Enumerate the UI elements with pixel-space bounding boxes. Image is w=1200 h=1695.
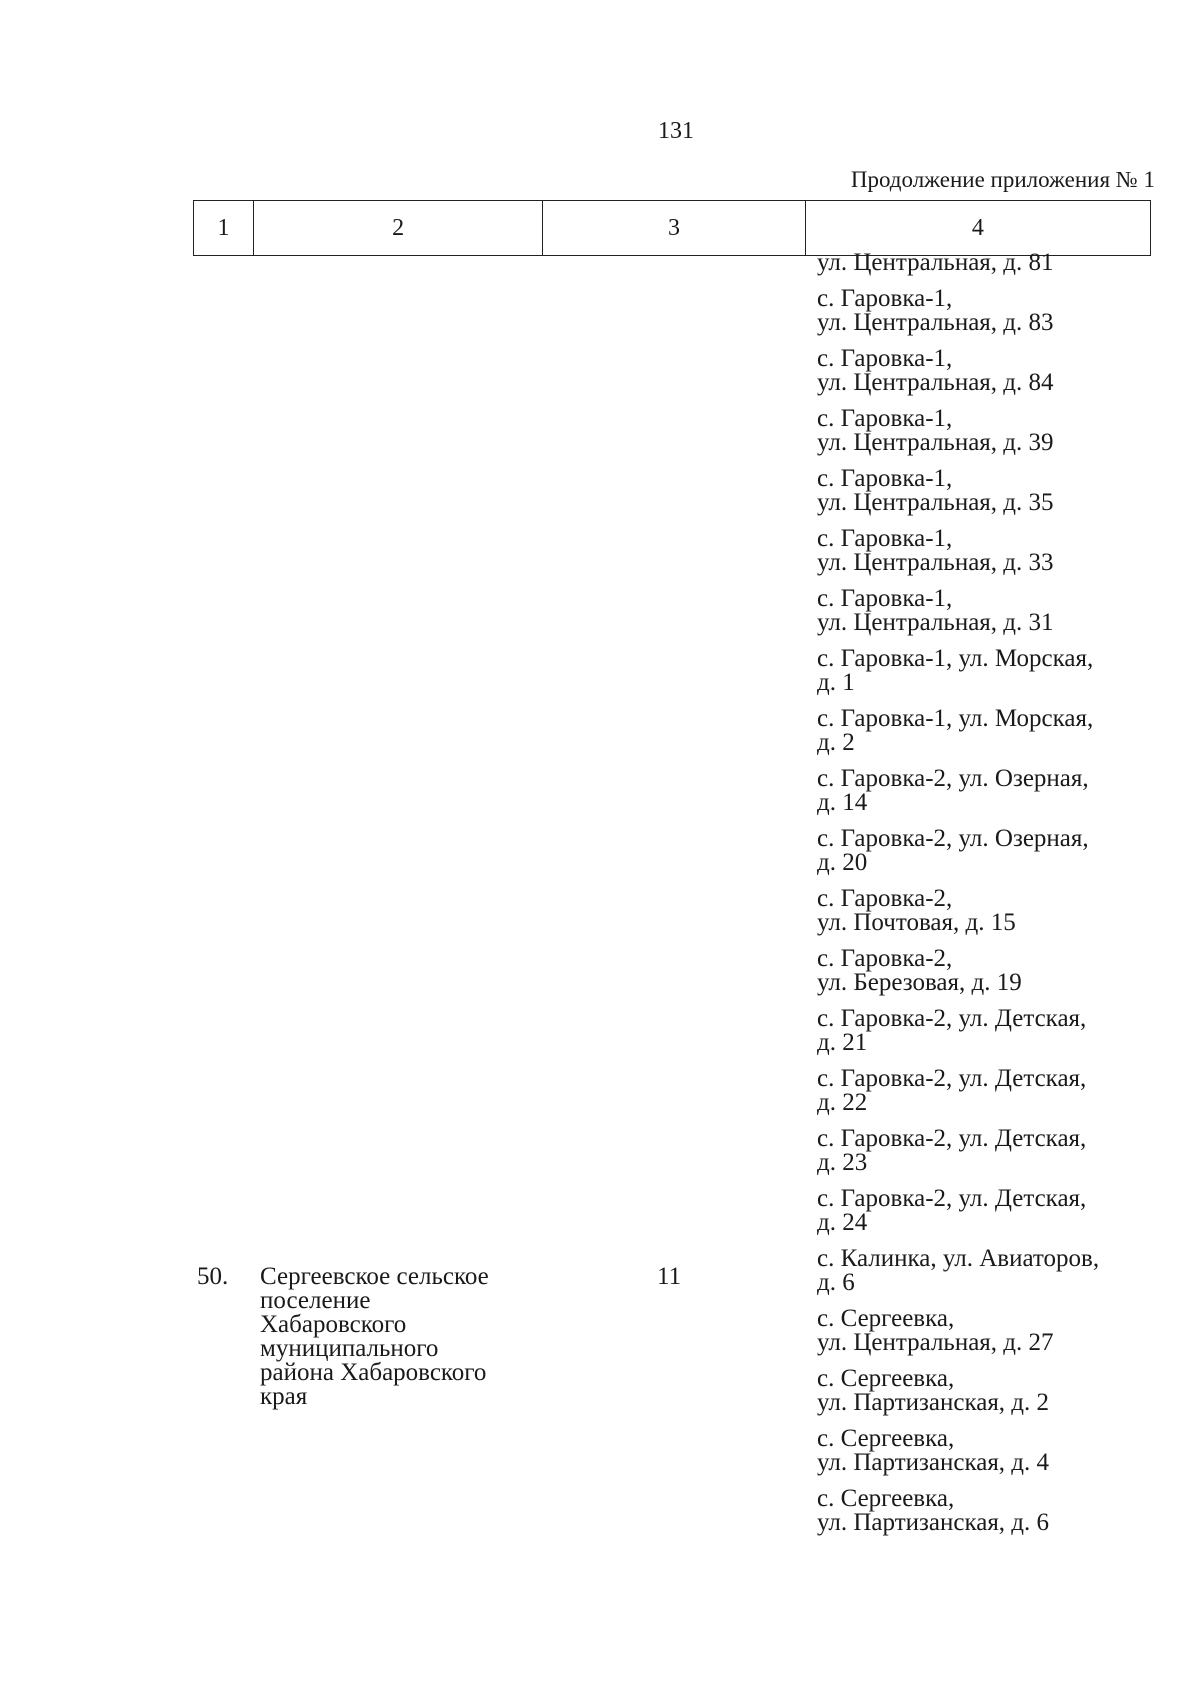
address-item: с. Гаровка-2, ул. Детская, д. 23 [817,1125,1087,1176]
address-item: с. Гаровка-2, ул. Детская, д. 24 [817,1185,1087,1236]
address-item: с. Гаровка-2, ул. Детская, д. 22 [817,1065,1087,1116]
address-item: с. Сергеевка, ул. Партизанская, д. 4 [817,1425,1050,1476]
address-item: с. Гаровка-2, ул. Почтовая, д. 15 [817,885,1016,936]
address-item: с. Гаровка-2, ул. Березовая, д. 19 [817,945,1022,996]
address-count: 11 [657,1263,682,1290]
address-item: с. Гаровка-1, ул. Центральная, д. 31 [817,585,1054,636]
address-item: с. Гаровка-2, ул. Озерная, д. 20 [817,825,1089,876]
header-cell-3: 3 [543,201,805,255]
address-list [817,249,1147,1536]
address-item: с. Гаровка-1, ул. Центральная, д. 35 [817,465,1054,516]
page-number: 131 [658,118,694,144]
address-item: с. Гаровка-1, ул. Центральная, д. 83 [817,285,1054,336]
address-item: с. Гаровка-1, ул. Морская, д. 1 [817,645,1094,696]
row-number: 50. [197,1263,229,1290]
address-item: с. Гаровка-1, ул. Морская, д. 2 [817,705,1094,756]
table-header-row [193,200,1151,256]
address-item: с. Сергеевка, ул. Партизанская, д. 2 [817,1365,1050,1416]
address-item: с. Гаровка-2, ул. Детская, д. 21 [817,1005,1087,1056]
address-item: с. Калинка, ул. Авиаторов, д. 6 [817,1245,1100,1296]
continuation-label: Продолжение приложения № 1 [850,167,1155,192]
header-cell-1: 1 [194,201,254,255]
municipality-name: Сергеевское сельское поселение Хабаровского муниципального района Хабаровского края [260,1263,489,1410]
address-item: ул. Центральная, д. 81 [817,249,1054,276]
header-cell-2: 2 [254,201,543,255]
address-item: с. Сергеевка, ул. Центральная, д. 27 [817,1305,1054,1356]
address-item: с. Гаровка-1, ул. Центральная, д. 33 [817,525,1054,576]
address-item: с. Сергеевка, ул. Партизанская, д. 6 [817,1485,1050,1536]
address-item: с. Гаровка-2, ул. Озерная, д. 14 [817,765,1089,816]
address-item: с. Гаровка-1, ул. Центральная, д. 39 [817,405,1054,456]
header-cell-4: 4 [971,214,984,241]
address-item: с. Гаровка-1, ул. Центральная, д. 84 [817,345,1054,396]
